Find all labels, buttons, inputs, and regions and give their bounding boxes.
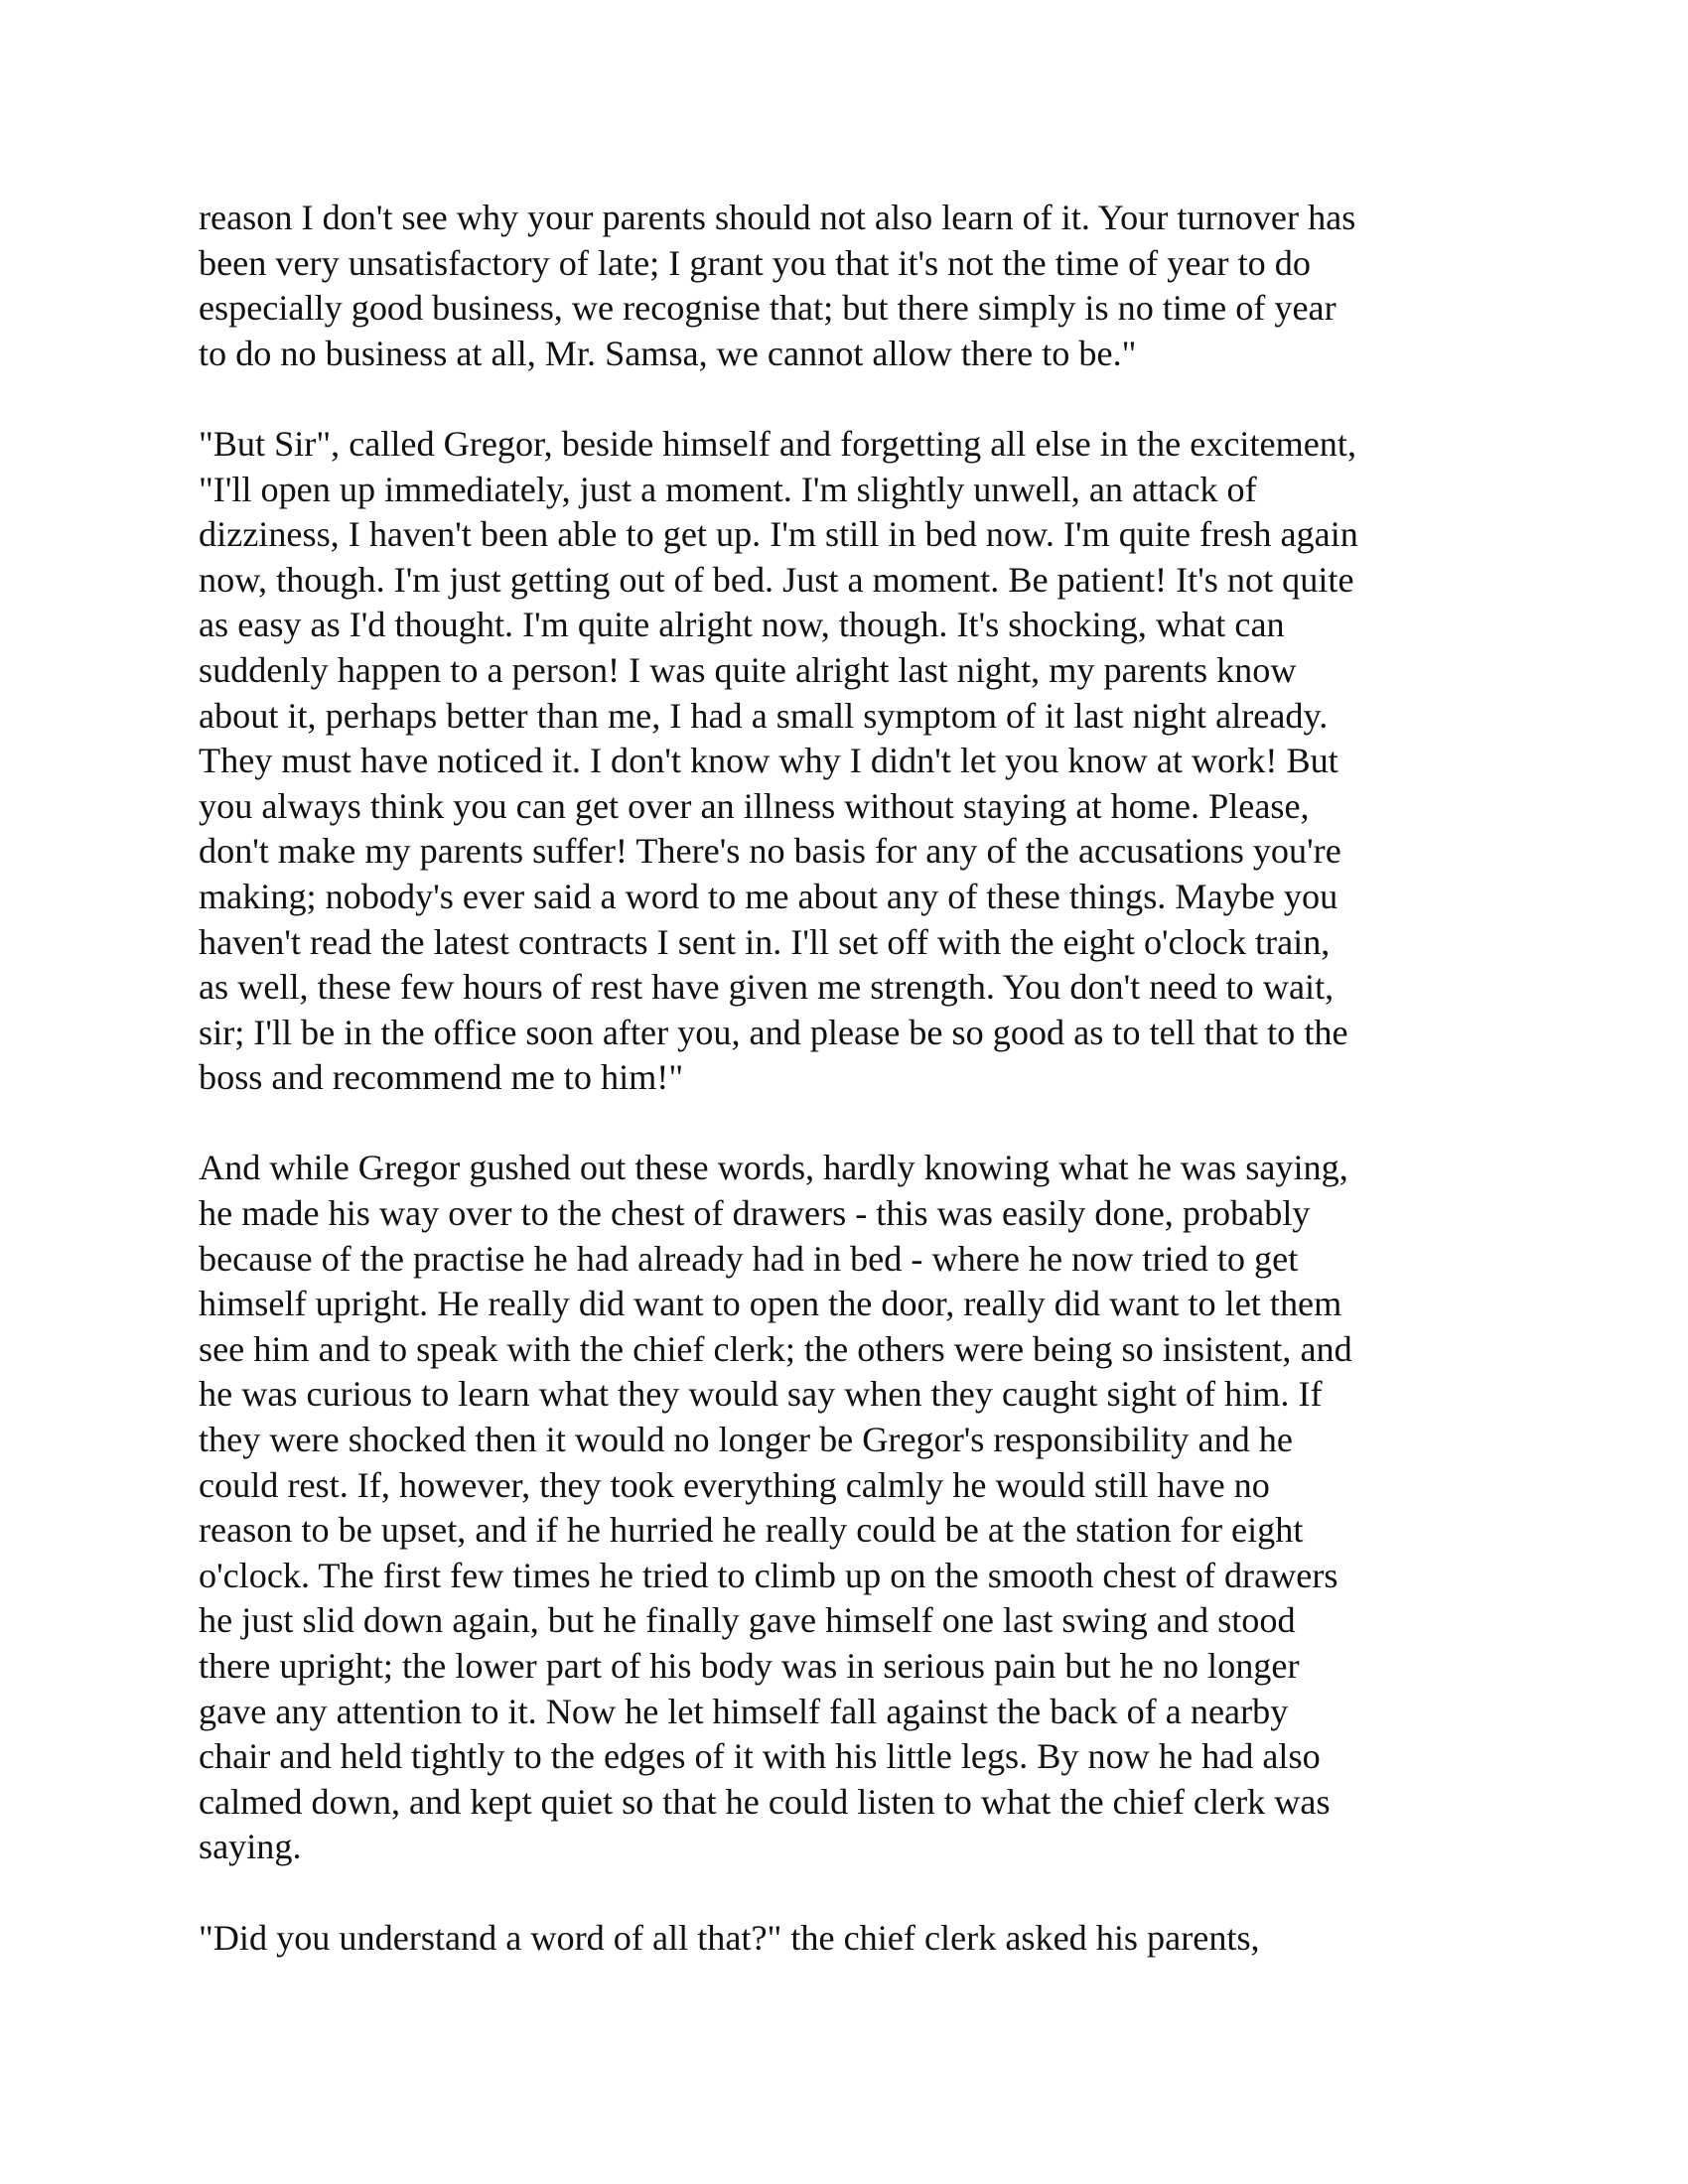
text-line: suddenly happen to a person! I was quite alright last night, my parents know [199, 649, 1297, 690]
text-line: reason I don't see why your parents should not also learn of it. Your turnover has [199, 198, 1356, 237]
text-line: They must have noticed it. I don't know why I didn't let you know at work! But [199, 741, 1338, 781]
text-line: he was curious to learn what they would say when they caught sight of him. If [199, 1374, 1323, 1415]
paragraph-3 [199, 1146, 1489, 1870]
text-line: don't make my parents suffer! There's no basis for any of the accusations you're [199, 831, 1341, 872]
text-line: because of the practise he had already had in bed - where he now tried to get [199, 1238, 1299, 1279]
text-line: could rest. If, however, they took everything calmly he would still have no [199, 1464, 1270, 1505]
text-line: "But Sir", called Gregor, beside himself and forgetting all else in the excitement, [199, 423, 1357, 464]
text-line: boss and recommend me to him!" [199, 1057, 684, 1098]
text-line: there upright; the lower part of his body was in serious pain but he no longer [199, 1646, 1300, 1686]
text-line: see him and to speak with the chief clerk; the others were being so insistent, and [199, 1328, 1352, 1369]
text-line: especially good business, we recognise that; but there simply is no time of year [199, 288, 1336, 329]
text-line: chair and held tightly to the edges of it with his little legs. By now he had also [199, 1736, 1321, 1777]
text-line: sir; I'll be in the office soon after you, and please be so good as to tell that to the [199, 1012, 1348, 1052]
text-line: as easy as I'd thought. I'm quite alright now, though. It's shocking, what can [199, 605, 1285, 645]
text-line: reason to be upset, and if he hurried he really could be at the station for eight [199, 1510, 1304, 1551]
paragraph-1 [199, 196, 1489, 376]
text-line: calmed down, and kept quiet so that he could listen to what the chief clerk was [199, 1781, 1331, 1822]
text-line: as well, these few hours of rest have given me strength. You don't need to wait, [199, 967, 1335, 1008]
paragraph-2 [199, 422, 1489, 1101]
text-line: dizziness, I haven't been able to get up. I'm still in bed now. I'm quite fresh again [199, 514, 1358, 555]
text-line: o'clock. The first few times he tried to climb up on the smooth chest of drawers [199, 1555, 1338, 1595]
paragraph-4 [199, 1916, 1489, 1962]
text-line: you always think you can get over an illness without staying at home. Please, [199, 785, 1310, 826]
text-line: to do no business at all, Mr. Samsa, we cannot allow there to be." [199, 333, 1137, 373]
text-line: now, though. I'm just getting out of bed. Just a moment. Be patient! It's not quite [199, 559, 1354, 600]
text-line: saying. [199, 1827, 302, 1867]
text-line: gave any attention to it. Now he let himself fall against the back of a nearby [199, 1691, 1289, 1731]
text-line: been very unsatisfactory of late; I grant you that it's not the time of year to do [199, 242, 1311, 283]
text-line: himself upright. He really did want to open the door, really did want to let them [199, 1284, 1342, 1324]
text-line: "Did you understand a word of all that?" the chief clerk asked his parents, [199, 1917, 1260, 1958]
document-page [199, 196, 1489, 2006]
text-line: "I'll open up immediately, just a moment. I'm slightly unwell, an attack of [199, 469, 1257, 509]
text-line: making; nobody's ever said a word to me about any of these things. Maybe you [199, 876, 1338, 916]
text-line: they were shocked then it would no longer be Gregor's responsibility and he [199, 1420, 1293, 1460]
text-line: haven't read the latest contracts I sent in. I'll set off with the eight o'clock train, [199, 921, 1331, 962]
text-line: about it, perhaps better than me, I had a small symptom of it last night already. [199, 695, 1329, 736]
text-line: he made his way over to the chest of drawers - this was easily done, probably [199, 1193, 1311, 1234]
text-line: And while Gregor gushed out these words, hardly knowing what he was saying, [199, 1148, 1348, 1188]
text-line: he just slid down again, but he finally gave himself one last swing and stood [199, 1600, 1296, 1641]
